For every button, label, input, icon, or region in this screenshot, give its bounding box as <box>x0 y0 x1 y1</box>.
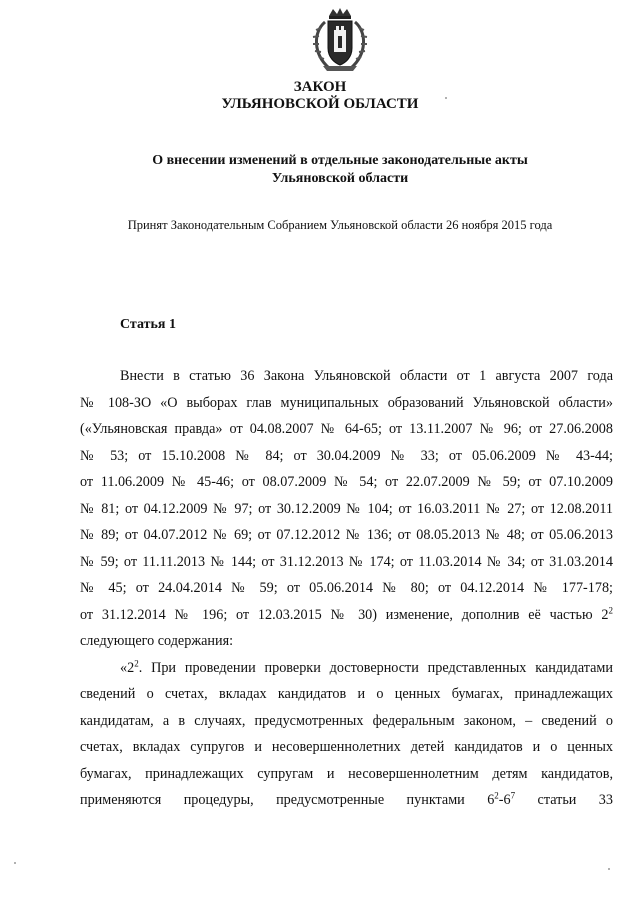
body-line: № 89; от 04.07.2012 № 69; от 07.12.2012 № 136; от 08.05.2013 № 48; от 05.06.2013 <box>80 527 613 543</box>
law-title: ЗАКОН <box>293 79 347 95</box>
body-line: № 59; от 11.11.2013 № 144; от 31.12.2013 № 174; от 11.03.2014 № 34; от 31.03.2014 <box>80 553 613 570</box>
adoption-note: Принят Законодательным Собранием Ульяновской области 26 ноября 2015 года <box>127 218 553 232</box>
article-heading: Статья 1 <box>120 317 176 332</box>
superscript: 2 <box>494 790 499 801</box>
superscript: 2 <box>134 657 139 668</box>
quote-start: «2 <box>120 659 135 676</box>
superscript: 7 <box>510 790 516 801</box>
body-line: № 81; от 04.12.2009 № 97; от 30.12.2009 № 104; от 16.03.2011 № 27; от 12.08.2011 <box>80 500 613 517</box>
body-line: кандидатам, а в случаях, предусмотренных федеральным законом, – сведений о <box>80 712 613 729</box>
body-line: № 53; от 15.10.2008 № 84; от 30.04.2009 № 33; от 05.06.2009 № 43-44; <box>80 447 613 464</box>
law-subject-line-1: О внесении изменений в отдельные законодательные акты <box>152 153 528 168</box>
law-region: УЛЬЯНОВСКОЙ ОБЛАСТИ <box>221 96 419 112</box>
body-line: счетах, вкладах супругов и несовершеннолетних детей кандидатов и о ценных <box>80 739 613 755</box>
scan-speck <box>445 97 447 99</box>
body-line-text: -6 <box>498 792 511 808</box>
body-line-text: от 31.12.2014 № 196; от 12.03.2015 № 30) изменение, дополнив её частью 2 <box>80 606 609 623</box>
scan-speck <box>14 862 16 864</box>
body-line-text: применяются процедуры, предусмотренные пунктами 6 <box>80 792 495 808</box>
body-line <box>80 787 613 814</box>
superscript: 2 <box>608 604 613 615</box>
body-line <box>80 655 613 682</box>
body-line <box>80 602 613 629</box>
body-line: № 45; от 24.04.2014 № 59; от 05.06.2014 № 80; от 04.12.2014 № 177-178; <box>80 580 613 596</box>
scan-speck <box>608 868 610 870</box>
body-line: Внести в статью 36 Закона Ульяновской области от 1 августа 2007 года <box>120 368 613 384</box>
body-line: сведений о счетах, вкладах кандидатов и о ценных бумагах, принадлежащих <box>80 686 613 702</box>
body-line: следующего содержания: <box>80 633 234 649</box>
coat-of-arms-icon <box>307 6 373 74</box>
body-line-text: . При проведении проверки достоверности представленных кандидатами <box>138 659 613 676</box>
body-line-text: статьи 33 <box>515 792 613 808</box>
body-line: № 108-ЗО «О выборах глав муниципальных образований Ульяновской области» <box>80 394 613 411</box>
body-line: от 11.06.2009 № 45-46; от 08.07.2009 № 54; от 22.07.2009 № 59; от 07.10.2009 <box>80 474 613 490</box>
law-subject-line-2: Ульяновской области <box>271 171 409 186</box>
body-line: бумагах, принадлежащих супругам и несовершеннолетним детям кандидатов, <box>80 765 613 782</box>
body-line: («Ульяновская правда» от 04.08.2007 № 64-65; от 13.11.2007 № 96; от 27.06.2008 <box>80 421 613 437</box>
article-body <box>80 363 613 814</box>
